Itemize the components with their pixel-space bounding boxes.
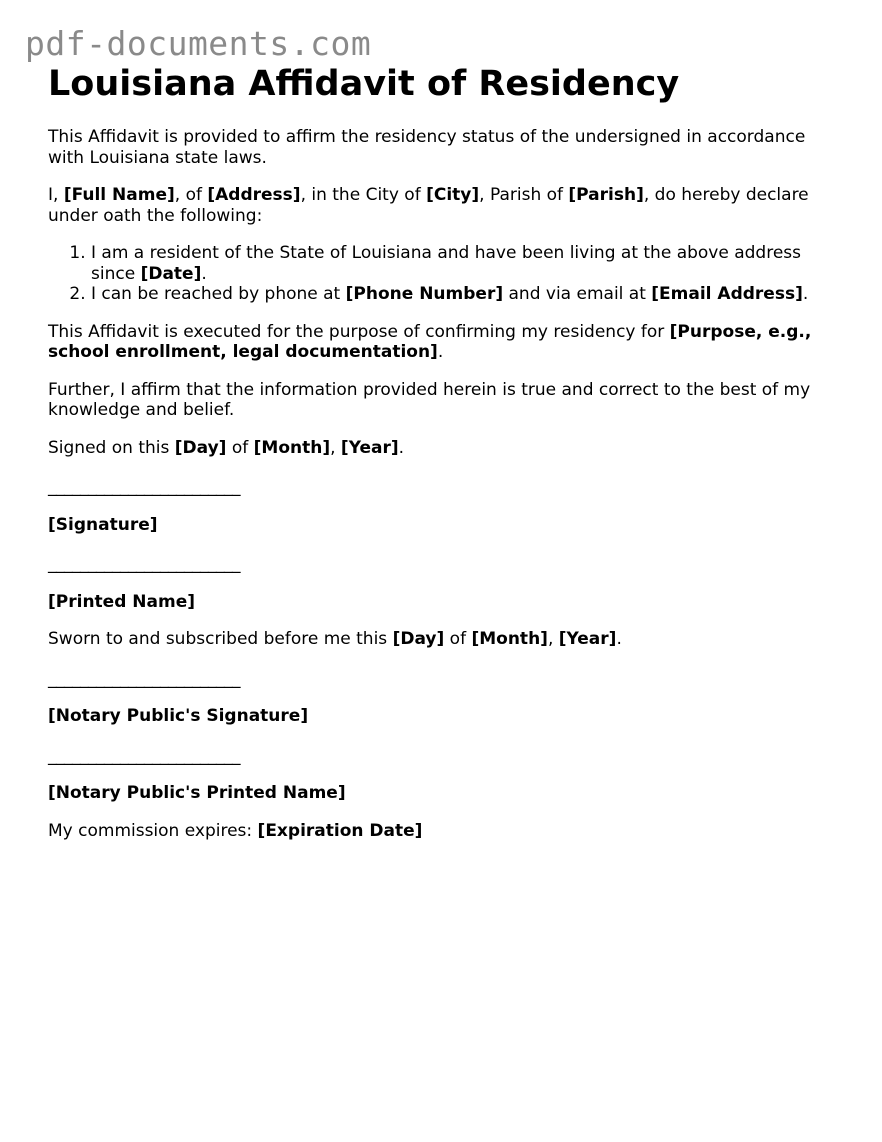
- sworn-text: of: [444, 629, 472, 649]
- signed-text: ,: [330, 437, 341, 458]
- sworn-text: ,: [547, 629, 559, 649]
- page-title: Louisiana Affidavit of Residency: [48, 64, 680, 104]
- intro-paragraph: This Affidavit is provided to affirm the residency status of the undersigned in accordance with Louisiana state laws.: [48, 127, 806, 168]
- commission-text: My commission expires:: [48, 820, 258, 841]
- declaration-text: , of: [174, 185, 208, 205]
- notary-printed-name-blank-line: ________________________: [48, 745, 240, 766]
- signed-year-field: [Year]: [340, 437, 399, 458]
- phone-number-field: [Phone Number]: [345, 284, 504, 304]
- declaration-paragraph: [48, 185, 838, 226]
- signature-blank-line: ________________________: [48, 477, 240, 497]
- sworn-text: Sworn to and subscribed before me this: [48, 629, 393, 649]
- purpose-text: .: [437, 342, 444, 362]
- list-item-text: .: [201, 263, 207, 284]
- notary-signature-label: [Notary Public's Signature]: [48, 706, 309, 726]
- email-address-field: [Email Address]: [651, 284, 803, 304]
- signed-month-field: [Month]: [253, 437, 331, 458]
- date-field: [Date]: [140, 263, 202, 284]
- full-name-field: [Full Name]: [63, 185, 175, 205]
- sworn-day-field: [Day]: [392, 629, 445, 649]
- affirm-paragraph: Further, I affirm that the information provided herein is true and correct to the best of my knowledge and belief.: [48, 379, 811, 420]
- signed-text: Signed on this: [48, 437, 175, 458]
- expiration-date-field: [Expiration Date]: [257, 820, 423, 841]
- address-field: [Address]: [207, 185, 301, 205]
- sworn-month-field: [Month]: [471, 629, 548, 649]
- declaration-text: I,: [48, 185, 64, 205]
- purpose-paragraph: [48, 322, 838, 363]
- list-item: [91, 284, 838, 305]
- purpose-text: This Affidavit is executed for the purpose of confirming my residency for: [48, 321, 670, 342]
- list-item-text: I am a resident of the State of Louisiana and have been living at the above address since: [91, 243, 802, 284]
- list-item-text: and via email at: [503, 284, 652, 304]
- list-item-text: .: [802, 284, 809, 304]
- printed-name-blank-line: ________________________: [48, 554, 240, 574]
- document: [48, 64, 838, 841]
- notary-signature-blank-line: ________________________: [48, 668, 240, 689]
- signed-text: .: [398, 437, 405, 458]
- sworn-text: .: [616, 629, 622, 649]
- city-field: [City]: [426, 185, 480, 205]
- purpose-field: [Purpose, e.g., school enrollment, legal documentation]: [48, 321, 812, 362]
- signed-on-line: [48, 438, 838, 459]
- signed-day-field: [Day]: [174, 437, 227, 458]
- watermark: pdf-documents.com: [25, 24, 372, 63]
- signature-label: [Signature]: [48, 514, 158, 535]
- declaration-text: , do hereby declare under oath the following:: [48, 185, 809, 226]
- sworn-line: [48, 629, 838, 650]
- list-item: [91, 243, 838, 284]
- declaration-text: , in the City of: [300, 185, 427, 205]
- sworn-year-field: [Year]: [558, 629, 617, 649]
- signed-text: of: [226, 437, 254, 458]
- commission-line: [48, 821, 838, 842]
- declaration-text: , Parish of: [479, 185, 569, 205]
- list-item-text: I can be reached by phone at: [91, 284, 346, 304]
- notary-printed-name-label: [Notary Public's Printed Name]: [48, 783, 346, 803]
- declaration-list: [48, 243, 838, 305]
- parish-field: [Parish]: [568, 185, 644, 205]
- printed-name-label: [Printed Name]: [48, 591, 195, 612]
